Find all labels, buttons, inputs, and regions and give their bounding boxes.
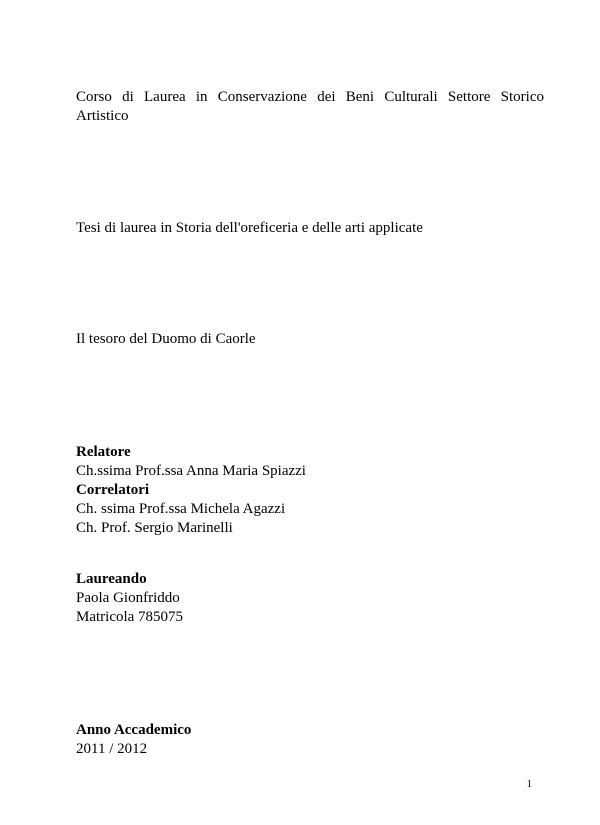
- academic-year-heading: Anno Accademico: [76, 722, 192, 738]
- supervisor-name: Ch.ssima Prof.ssa Anna Maria Spiazzi: [76, 463, 306, 479]
- course-of-study: [76, 88, 544, 126]
- candidate-section: [76, 570, 544, 627]
- academic-year-value: 2011 / 2012: [76, 741, 148, 757]
- thesis-title: Il tesoro del Duomo di Caorle: [76, 331, 256, 347]
- co-supervisor-name: Ch. Prof. Sergio Marinelli: [76, 520, 233, 536]
- co-supervisors-heading: Correlatori: [76, 482, 150, 498]
- candidate-matricola: Matricola 785075: [76, 609, 184, 625]
- academic-year-section: [76, 721, 544, 759]
- co-supervisor-name: Ch. ssima Prof.ssa Michela Agazzi: [76, 501, 286, 517]
- page-number: 1: [526, 778, 532, 790]
- thesis-subject: Tesi di laurea in Storia dell'oreficeria e delle arti applicate: [76, 220, 423, 236]
- supervisors-section: [76, 443, 544, 538]
- course-line-1: Corso di Laurea in Conservazione dei Beni Culturali Settore Storico: [76, 89, 544, 105]
- candidate-heading: Laureando: [76, 571, 147, 587]
- course-line-2: Artistico: [76, 108, 129, 124]
- supervisor-heading: Relatore: [76, 444, 131, 460]
- candidate-name: Paola Gionfriddo: [76, 590, 180, 606]
